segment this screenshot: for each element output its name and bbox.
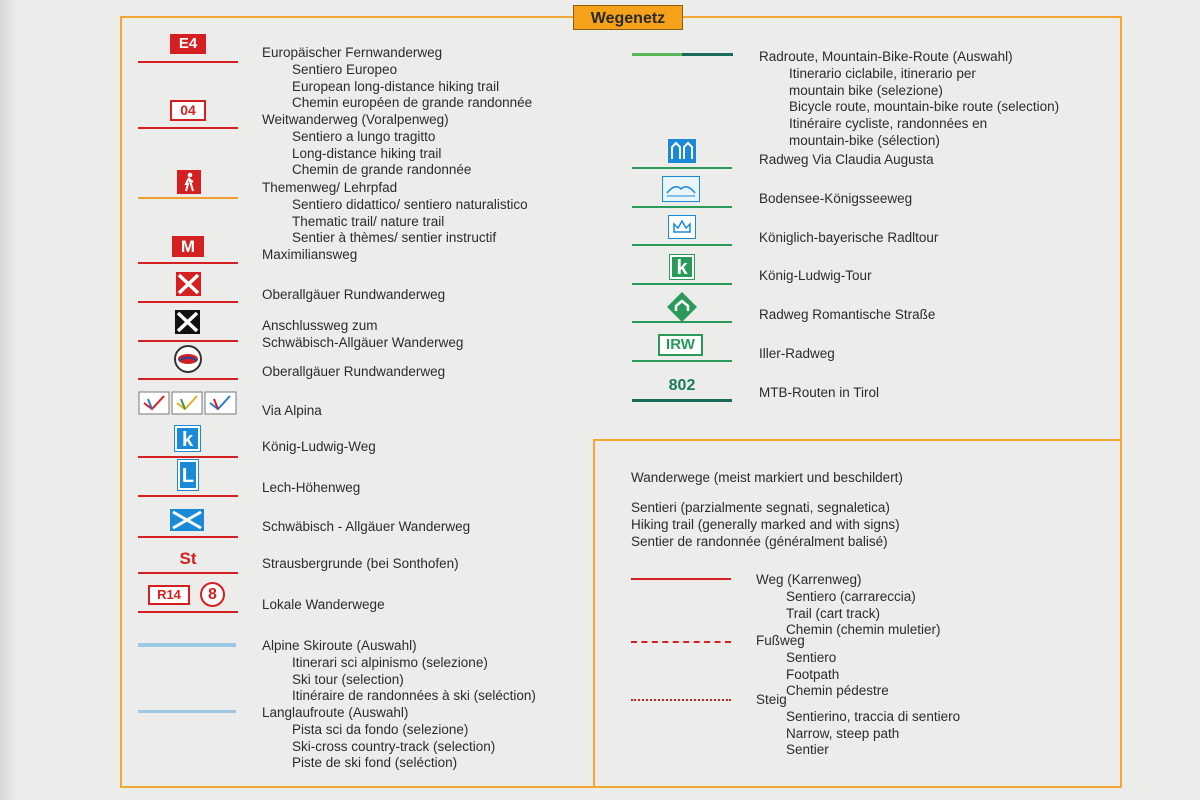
maximilian-symbol: M [172,236,204,257]
kbr-line [632,244,732,246]
weg-text: Weg (Karrenweg) Sentiero (carrareccia) Trail (cart track) Chemin (chemin muletier) [756,572,941,638]
anschl-text: Anschlussweg zum Schwäbisch-Allgäuer Wanderweg [262,318,464,350]
roman-text: Radweg Romantische Straße [759,307,936,322]
lech-text: Lech-Höhenweg [262,480,361,495]
kbr-text: Königlich-bayerische Radltour [759,230,939,245]
ski-text: Alpine Skiroute (Auswahl) Itinerari sci alpinismo (selezione) Ski tour (selection) Itinéraire de randonnées à ski (seléction) [262,638,536,704]
ober1-line [138,301,238,303]
schwab-text: Schwäbisch - Allgäuer Wanderweg [262,519,471,534]
schwab-line [138,536,238,538]
w04-symbol: 04 [170,100,206,121]
r14-symbol: R14 [148,585,190,605]
lower-intro2: Sentieri (parzialmente segnati, segnaletica) Hiking trail (generally marked and with signs) Sentier de randonnée (généralment balisé) [631,500,900,549]
st-symbol: St [179,549,197,568]
mtb-text: MTB-Routen in Tirol [759,385,880,400]
lokal-text: Lokale Wanderwege [262,597,385,612]
mtb-number-symbol: 802 [668,377,696,394]
round-logo-icon [173,344,203,374]
theme-text: Themenweg/ Lehrpfad Sentiero didattico/ sentiero naturalistico Thematic trail/ nature trail Sentier à thèmes/ sentier instructif [262,180,528,246]
claudia-line [632,167,732,169]
klw-text: König-Ludwig-Weg [262,439,376,454]
irw-symbol: IRW [658,334,703,356]
klt-line [632,283,732,285]
fussweg-line [631,641,731,643]
page-edge [0,0,18,800]
legend-title: Wegenetz [573,5,683,30]
local-number-symbol: 8 [200,582,225,607]
claudia-text: Radweg Via Claudia Augusta [759,152,934,167]
anschl-line [138,340,238,342]
red-cross-icon [176,272,201,296]
mtb-route-line [682,53,733,56]
ober2-line [138,378,238,380]
e4-symbol: E4 [170,34,206,54]
klt-symbol: k [670,255,694,279]
via-claudia-icon [668,139,696,163]
klt-text: König-Ludwig-Tour [759,268,872,283]
boden-text: Bodensee-Königsseeweg [759,191,913,206]
crown-icon [668,215,696,239]
rad-text: Radroute, Mountain-Bike-Route (Auswahl) Itinerario ciclabile, itinerario per mountain bike (selezione) Bicycle route, mountain-bike route (selection) Itinéraire cycliste, randonnées en mountain-bike (sélection) [759,49,1060,148]
e4-text: Europäischer Fernwanderweg Sentiero Europeo European long-distance hiking trail Chemin européen de grande randonnée [262,45,533,111]
via-alpina-icon [138,391,238,415]
mtb-line [632,399,732,402]
fuss-text: Fußweg Sentiero Footpath Chemin pédestre [756,633,889,699]
lokal-line [138,611,238,613]
boden-line [632,206,732,208]
romantic-road-icon [666,291,698,323]
bike-route-line [632,53,682,56]
ski-line [138,643,236,647]
st-text: Strausbergrunde (bei Sonthofen) [262,556,459,571]
ober1-text: Oberallgäuer Rundwanderweg [262,287,446,302]
lech-line [138,495,238,497]
steig-text: Steig Sentierino, traccia di sentiero Narrow, steep path Sentier [756,692,961,758]
klw-symbol: k [175,426,200,451]
lang-text: Langlaufroute (Auswahl) Pista sci da fondo (selezione) Ski-cross country-track (selection) Piste de ski fond (seléction) [262,705,496,771]
weg-line [631,578,731,580]
maxi-text: Maximiliansweg [262,247,358,262]
hiker-icon [177,170,201,194]
steig-line [631,699,731,701]
black-cross-icon [175,310,200,334]
e4-line [138,61,238,63]
blue-cross-icon [170,509,204,531]
st-line [138,572,238,574]
lech-symbol: L [178,460,198,490]
w04-line [138,127,238,129]
iller-text: Iller-Radweg [759,346,835,361]
langlauf-line [138,710,236,713]
iller-line [632,360,732,362]
lower-intro: Wanderwege (meist markiert und beschildert) [631,470,903,485]
bodensee-icon [662,176,700,202]
klw-line [138,456,238,458]
alpina-text: Via Alpina [262,403,322,418]
theme-line [138,197,238,199]
w04-text: Weitwanderweg (Voralpenweg) Sentiero a lungo tragitto Long-distance hiking trail Chemin de grande randonnée [262,112,472,178]
maxi-line [138,262,238,264]
roman-line [632,321,732,323]
ober2-text: Oberallgäuer Rundwanderweg [262,364,446,379]
